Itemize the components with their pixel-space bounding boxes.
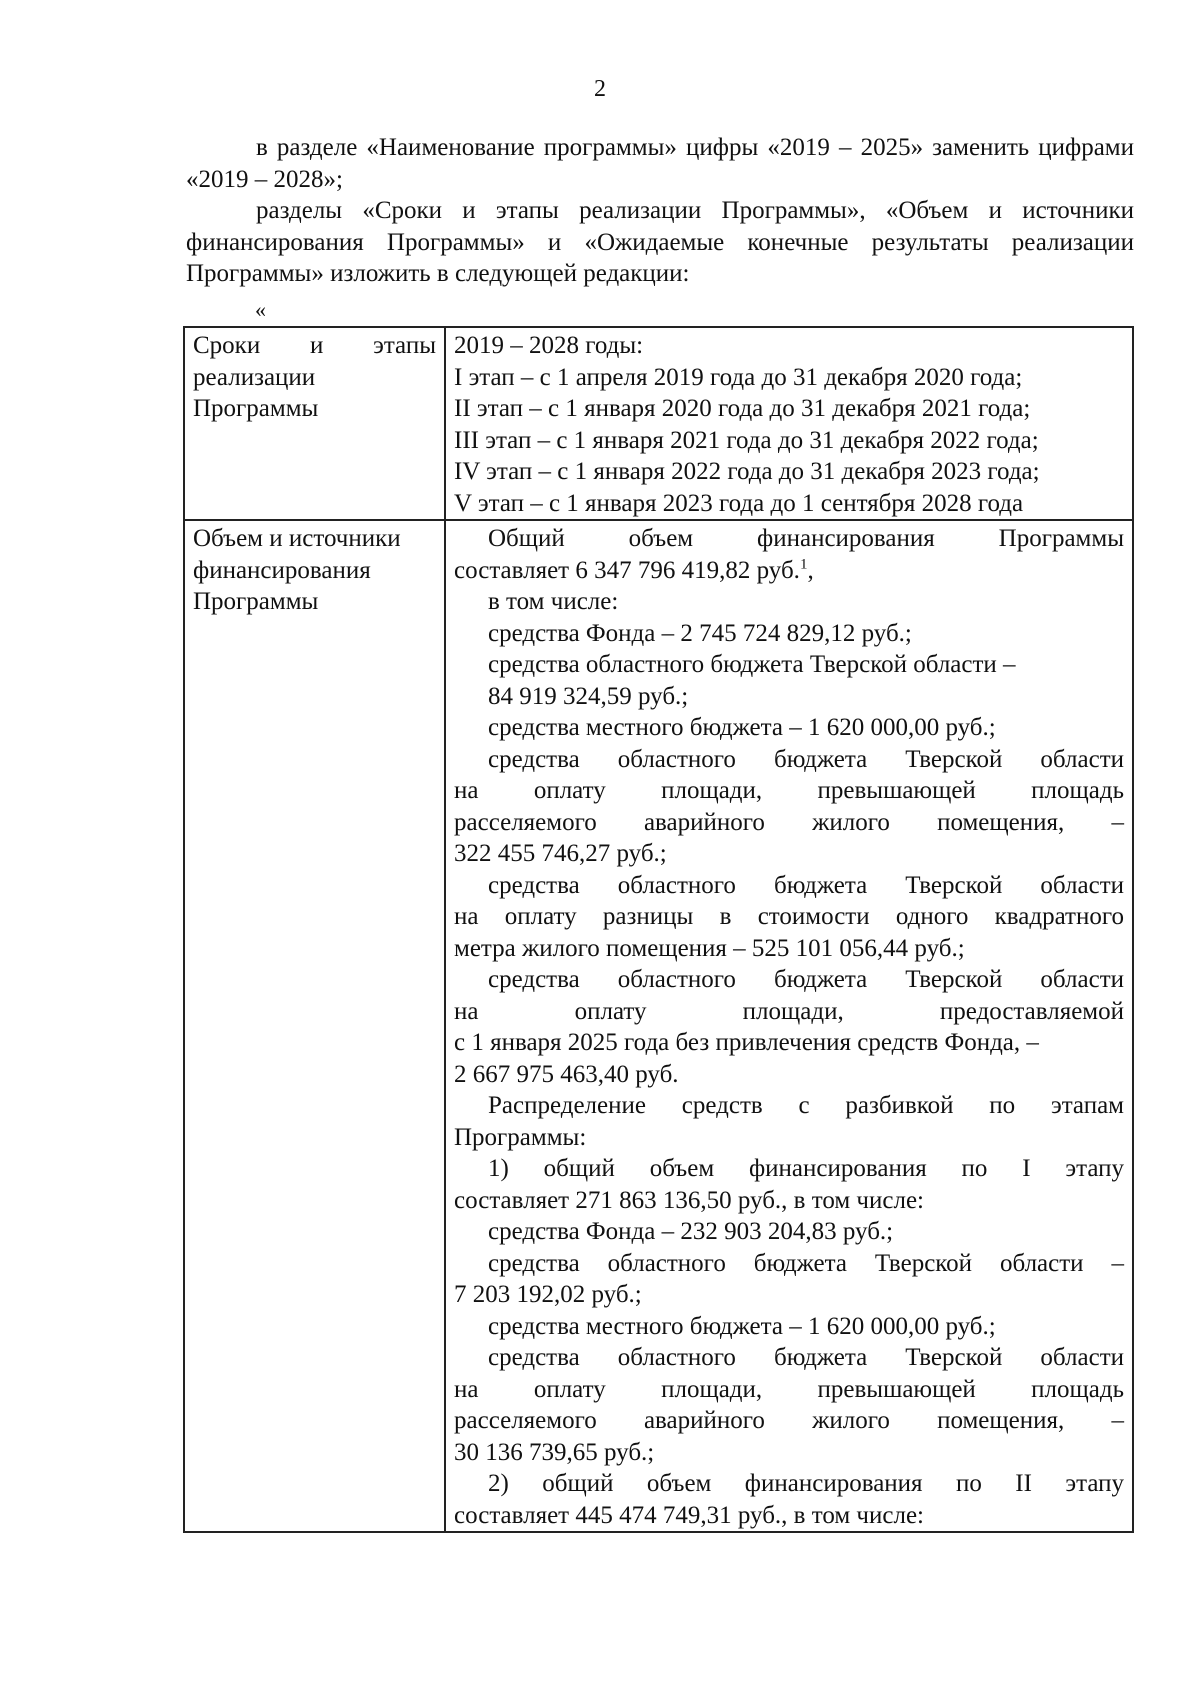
row-label: Объем и источники финансирования Программы [193,525,401,615]
content-line: средства местного бюджета – 1 620 000,00 руб.; [488,714,996,741]
content-line: V этап – с 1 января 2023 года до 1 сентября 2028 года [454,489,1024,517]
content-line: средства Фонда – 2 745 724 829,12 руб.; [488,619,912,647]
content-line: составляет 445 474 749,31 руб., в том числе: [454,1501,924,1529]
content-line: с 1 января 2025 года без привлечения средств Фонда, – [454,1029,1039,1056]
page-number: 2 [594,76,606,102]
content-line [454,555,1124,587]
content-line: средства областного бюджета Тверской области [488,966,1124,993]
intro-paragraph-1: в разделе «Наименование программы» цифры «2019 – 2025» заменить цифрами «2019 – 2028»; [186,134,1134,193]
content-line: средства областного бюджета Тверской области [488,871,1124,899]
content-line: средства областного бюджета Тверской области [488,1344,1124,1371]
content-line: средства Фонда – 232 903 204,83 руб.; [488,1218,894,1245]
content-line: IV этап – с 1 января 2022 года до 31 декабря 2023 года; [454,458,1040,485]
total-amount-text: составляет 6 347 796 419,82 руб. [454,556,800,584]
content-line: в том числе: [488,588,619,615]
table-row [184,520,1133,1532]
content-line: расселяемого аварийного жилого помещения, – [454,1407,1124,1434]
content-line: на оплату площади, превышающей площадь [454,1375,1124,1403]
content-line: средства областного бюджета Тверской области – [488,1249,1124,1277]
content-line: Общий объем финансирования Программы [488,525,1124,552]
content-line: 2) общий объем финансирования по II этапу [488,1470,1124,1497]
content-line: 2019 – 2028 годы: [454,332,644,359]
row-label-cell [184,327,445,520]
content-line: 322 455 746,27 руб.; [454,840,667,867]
content-line: 1) общий объем финансирования по I этапу [488,1155,1124,1182]
content-line: расселяемого аварийного жилого помещения, – [454,808,1124,836]
content-line: средства областного бюджета Тверской области – [488,651,1016,678]
content-line: составляет 271 863 136,50 руб., в том числе: [454,1186,924,1214]
row-content-cell [445,327,1133,520]
table-row [184,327,1133,520]
opening-quote-mark: « [255,297,266,322]
row-label: Сроки и этапы реализации Программы [193,332,436,422]
content-line: Распределение средств с разбивкой по этапам [488,1092,1124,1119]
content-line: метра жилого помещения – 525 101 056,44 руб.; [454,934,965,962]
content-line: на оплату разницы в стоимости одного квадратного [454,903,1124,930]
row-label-cell [184,520,445,1532]
content-line: III этап – с 1 января 2021 года до 31 декабря 2022 года; [454,426,1039,454]
intro-paragraph-2: разделы «Сроки и этапы реализации Программы», «Объем и источники финансирования Программы» и «Ожидаемые конечные результаты реализации Программы» изложить в следующей редакции: [186,197,1134,287]
footnote-marker: 1 [799,556,808,573]
content-line: средства областного бюджета Тверской области [488,745,1124,773]
row-content-cell [445,520,1133,1532]
content-line: 84 919 324,59 руб.; [488,682,689,710]
content-line: 7 203 192,02 руб.; [454,1281,642,1308]
program-passport-table [183,326,1134,1533]
content-line: I этап – с 1 апреля 2019 года до 31 декабря 2020 года; [454,363,1023,391]
content-line: на оплату площади, предоставляемой [454,997,1124,1025]
content-line: Программы: [454,1123,587,1151]
content-line: средства местного бюджета – 1 620 000,00 руб.; [488,1312,996,1340]
content-line: на оплату площади, превышающей площадь [454,777,1124,804]
content-line: II этап – с 1 января 2020 года до 31 декабря 2021 года; [454,395,1031,422]
total-amount-end: , [807,556,814,584]
intro-text [186,132,1134,290]
content-line: 30 136 739,65 руб.; [454,1438,655,1466]
content-line: 2 667 975 463,40 руб. [454,1060,679,1088]
